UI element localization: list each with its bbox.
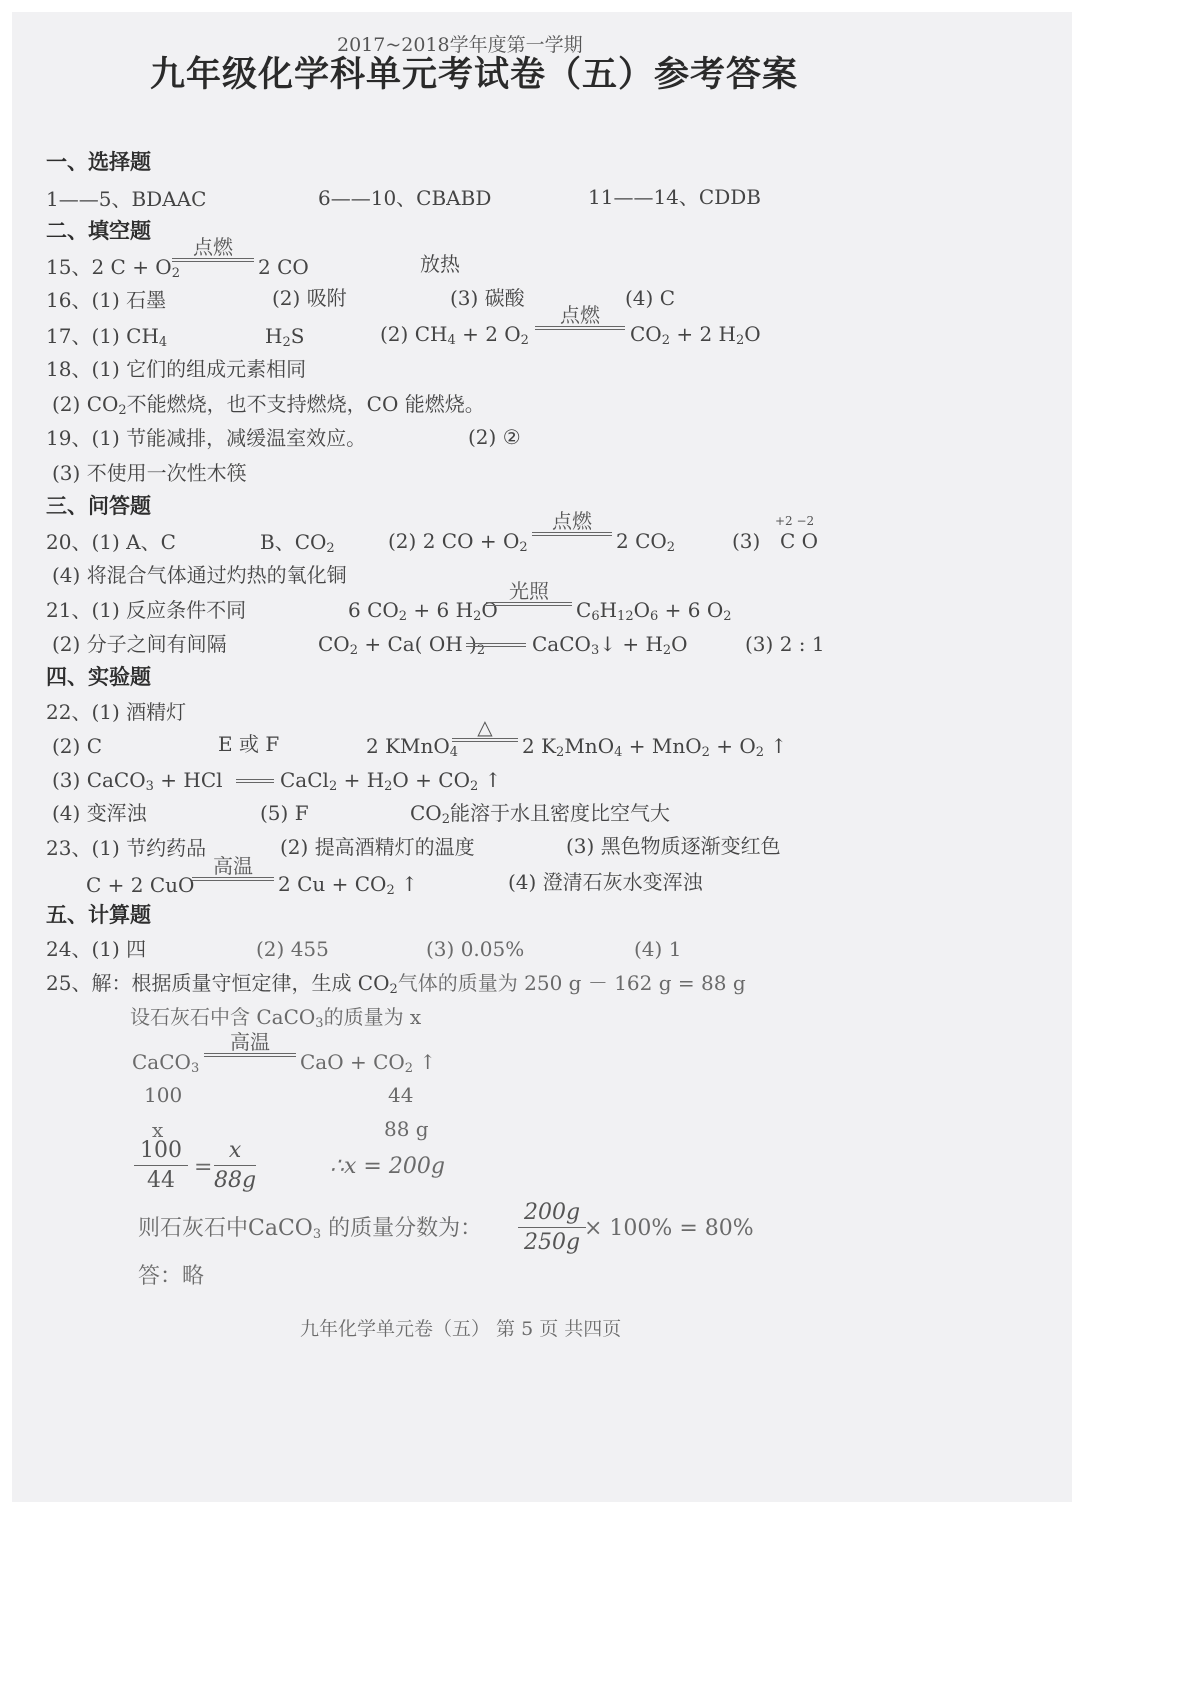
q23-1: 23、(1) 节约药品 — [46, 836, 207, 860]
q25-eq-right: CaO + $CO_2$ ↑ — [300, 1050, 437, 1076]
q24-2: (2) 455 — [256, 937, 329, 961]
q22-5-reason: $CO_2$能溶于水且密度比空气大 — [410, 801, 670, 827]
q22-eq-right: 2 $K_2MnO_4 + MnO_2 + O_2$ ↑ — [522, 734, 788, 760]
q24-4: (4) 1 — [634, 937, 682, 961]
q24-1: 24、(1) 四 — [46, 937, 147, 961]
q24-3: (3) 0.05% — [426, 937, 525, 961]
q20-arrow: 点燃 — [532, 510, 612, 536]
q23-4: (4) 澄清石灰水变浑浊 — [508, 870, 703, 894]
q20-1: 20、(1) A、C — [46, 530, 176, 554]
q16-4: (4) C — [625, 286, 675, 310]
q25-answer: 答：略 — [138, 1264, 205, 1289]
q25-fraction-1: $\frac{100}{44}$ — [134, 1138, 188, 1193]
q25-88g: 88 g — [384, 1117, 429, 1141]
q19-3: (3) 不使用一次性木筷 — [52, 461, 247, 485]
q25-mass-co2: 44 — [388, 1083, 414, 1107]
q25-intro: 25、解：根据质量守恒定律，生成 $CO_2$气体的质量为 250 g － 162 g = 88 g — [46, 971, 746, 997]
q25-arrow: 高温 — [204, 1031, 296, 1057]
q16-2: (2) 吸附 — [272, 286, 347, 310]
q23-arrow: 高温 — [192, 855, 274, 881]
q16-3: (3) 碳酸 — [450, 286, 525, 310]
answer-6-10: 6——10、CBABD — [318, 186, 492, 210]
section-title: 四、实验题 — [46, 664, 151, 689]
section-title: 一、选择题 — [46, 149, 151, 174]
q17-arrow: 点燃 — [535, 304, 625, 330]
q25-mass-caco3: 100 — [144, 1083, 183, 1107]
q23-3: (3) 黑色物质逐渐变红色 — [566, 834, 781, 858]
q20-1b: B、$CO_2$ — [260, 530, 335, 556]
q25-result: ∴x = 200g — [330, 1154, 445, 1179]
q22-arrow: △ — [452, 716, 518, 742]
q21-reactants: 6 $CO_2 + 6$ $H_2O$ — [348, 598, 498, 624]
q22-2: (2) C — [52, 734, 102, 758]
q21-products: $C_6H_{12}O_6 + 6$ $O_2$ — [576, 598, 732, 624]
q22-1: 22、(1) 酒精灯 — [46, 700, 187, 724]
q20-3: (3) — [732, 529, 761, 553]
section-title: 五、计算题 — [46, 902, 151, 927]
q15-reactants: 15、2 $C + O_2$ — [46, 255, 180, 281]
q25-assume: 设石灰石中含 CaCO$_3$的质量为 x — [130, 1005, 422, 1031]
q23-2: (2) 提高酒精灯的温度 — [280, 835, 475, 859]
equals-sign: = — [194, 1155, 213, 1180]
q20-2-reactants: (2) 2 CO + $O_2$ — [388, 529, 528, 555]
q25-x: x — [152, 1118, 164, 1142]
q21-eq2-arrow — [466, 643, 526, 647]
q25-eq-left: CaCO$_3$ — [132, 1050, 200, 1076]
q15-product: 2 CO — [258, 255, 309, 279]
q23-eq-left: C + 2 CuO — [86, 873, 195, 897]
answer-1-5: 1——5、BDAAC — [46, 187, 207, 211]
q22-5: (5) F — [260, 801, 309, 825]
oxidation-states: +2 −2 — [775, 514, 815, 528]
q17-2-products: $CO_2 + 2$ $H_2O$ — [630, 322, 761, 348]
q22-2b: E 或 F — [218, 732, 280, 756]
q20-co: C O — [780, 529, 819, 553]
q17-2-reactants: (2) $CH_4 + 2$ $O_2$ — [380, 322, 529, 348]
page-footer: 九年化学单元卷（五） 第 5 页 共四页 — [300, 1318, 622, 1340]
q17-h2s: $H_2S$ — [265, 324, 305, 350]
q25-fraction-3: $\frac{200g}{250g}$ — [518, 1200, 586, 1255]
q20-4: (4) 将混合气体通过灼热的氧化铜 — [52, 563, 347, 587]
q21-3: (3) 2 : 1 — [745, 632, 825, 656]
q25-fraction-2: $\frac{x}{88g}$ — [214, 1138, 257, 1193]
answer-11-14: 11——14、CDDB — [588, 185, 761, 209]
school-year: 2017~2018学年度第一学期 — [337, 34, 583, 56]
q20-2-product: 2 $CO_2$ — [616, 529, 676, 555]
q22-3-right: CaCl$_2$ + $H_2O + CO_2$ ↑ — [280, 768, 502, 794]
q22-3-arrow — [236, 779, 274, 783]
q23-eq-right: 2 $Cu + CO_2$ ↑ — [278, 872, 418, 898]
q25-percent-label: 则石灰石中CaCO$_3$ 的质量分数为： — [138, 1216, 483, 1242]
q22-4: (4) 变浑浊 — [52, 801, 147, 825]
q21-2: (2) 分子之间有间隔 — [52, 632, 227, 656]
section-title: 三、问答题 — [46, 493, 151, 518]
section-title: 二、填空题 — [46, 218, 151, 243]
q25-percent-result: × 100% = 80% — [584, 1216, 754, 1241]
q19-2: (2) ② — [468, 425, 521, 449]
q15-note: 放热 — [420, 252, 460, 276]
q21-eq2-left: $CO_2 + Ca$( OH )$_2$ — [318, 632, 486, 658]
q19-1: 19、(1) 节能减排，减缓温室效应。 — [46, 426, 367, 450]
page-title: 九年级化学科单元考试卷（五）参考答案 — [150, 54, 799, 95]
q21-1: 21、(1) 反应条件不同 — [46, 598, 247, 622]
q16-1: 16、(1) 石墨 — [46, 288, 167, 312]
q15-arrow: 点燃 — [172, 236, 254, 262]
q17-1: 17、(1) $CH_4$ — [46, 324, 168, 350]
q22-3-left: (3) CaCO$_3$ + HCl — [52, 768, 223, 794]
q21-eq2-right: CaCO$_3$↓ + $H_2O$ — [532, 632, 688, 658]
q21-arrow: 光照 — [486, 580, 572, 606]
q22-eq-left: 2 KMnO$_4$ — [366, 734, 459, 760]
q18-2: (2) $CO_2$不能燃烧，也不支持燃烧，CO 能燃烧。 — [52, 392, 485, 418]
q18-1: 18、(1) 它们的组成元素相同 — [46, 357, 307, 381]
